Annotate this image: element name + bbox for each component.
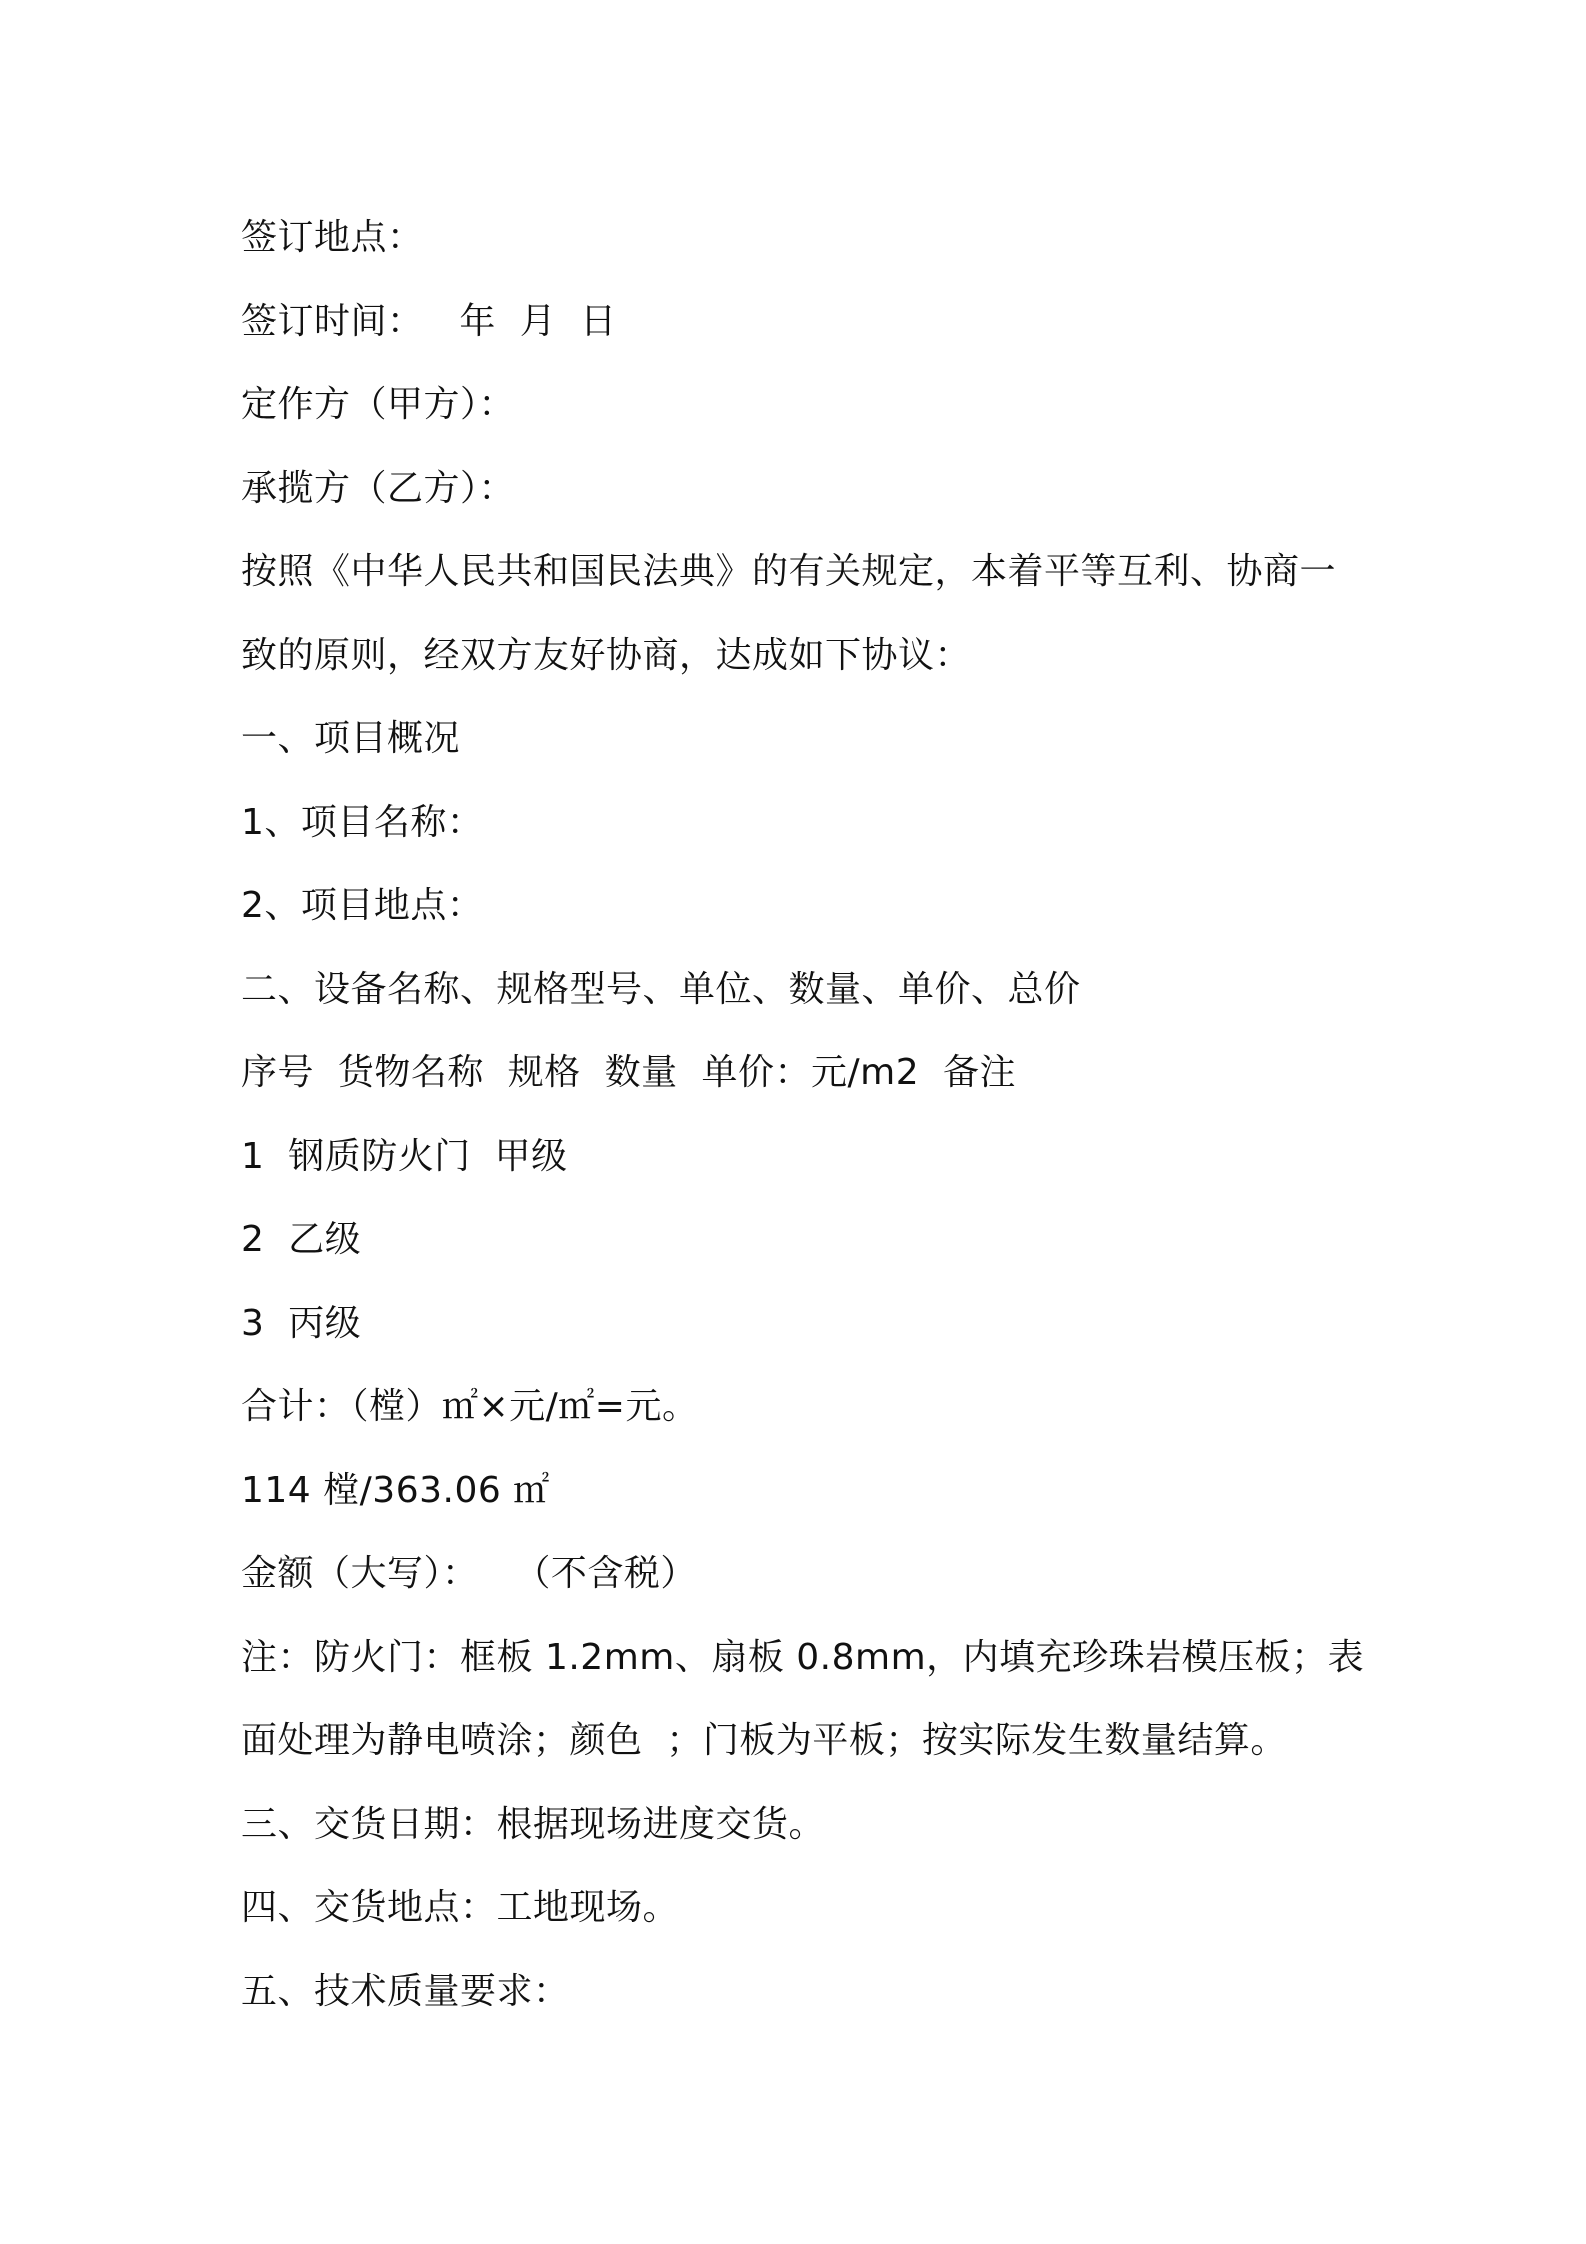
note-line-1: 注：防火门：框板 1.2mm、扇板 0.8mm，内填充珍珠岩模压板；表 — [241, 1636, 1365, 1678]
signing-date-line: 签订时间： 年 月 日 — [241, 300, 617, 342]
total-quantity-line: 114 樘/363.06 ㎡ — [241, 1469, 550, 1511]
project-location-line: 2、项目地点： — [241, 885, 484, 926]
table-row-3: 3 丙级 — [241, 1302, 362, 1344]
section-heading-1: 一、项目概况 — [241, 718, 461, 759]
preamble-line-1: 按照《中华人民共和国民法典》的有关规定，本着平等互利、协商一 — [241, 551, 1337, 592]
project-name-line: 1、项目名称： — [241, 801, 484, 843]
preamble-line-2: 致的原则，经双方友好协商，达成如下协议： — [241, 634, 972, 676]
total-formula-line: 合计：（樘）㎡×元/㎡=元。 — [241, 1386, 699, 1427]
table-header-line: 序号 货物名称 规格 数量 单价：元/m2 备注 — [241, 1052, 1017, 1093]
table-row-2: 2 乙级 — [241, 1219, 362, 1260]
section-heading-3: 三、交货日期：根据现场进度交货。 — [241, 1803, 826, 1845]
document-body — [241, 196, 1365, 2033]
note-line-2: 面处理为静电喷涂；颜色 ；门板为平板；按实际发生数量结算。 — [241, 1720, 1287, 1761]
amount-line: 金额（大写）： （不含税） — [241, 1553, 697, 1594]
party-b-line: 承揽方（乙方）： — [241, 467, 516, 509]
section-heading-4: 四、交货地点：工地现场。 — [241, 1887, 680, 1928]
signing-place-line: 签订地点： — [241, 217, 424, 258]
section-heading-5: 五、技术质量要求： — [241, 1970, 570, 2012]
table-row-1: 1 钢质防火门 甲级 — [241, 1135, 568, 1177]
party-a-line: 定作方（甲方）： — [241, 384, 516, 425]
section-heading-2: 二、设备名称、规格型号、单位、数量、单价、总价 — [241, 968, 1081, 1010]
